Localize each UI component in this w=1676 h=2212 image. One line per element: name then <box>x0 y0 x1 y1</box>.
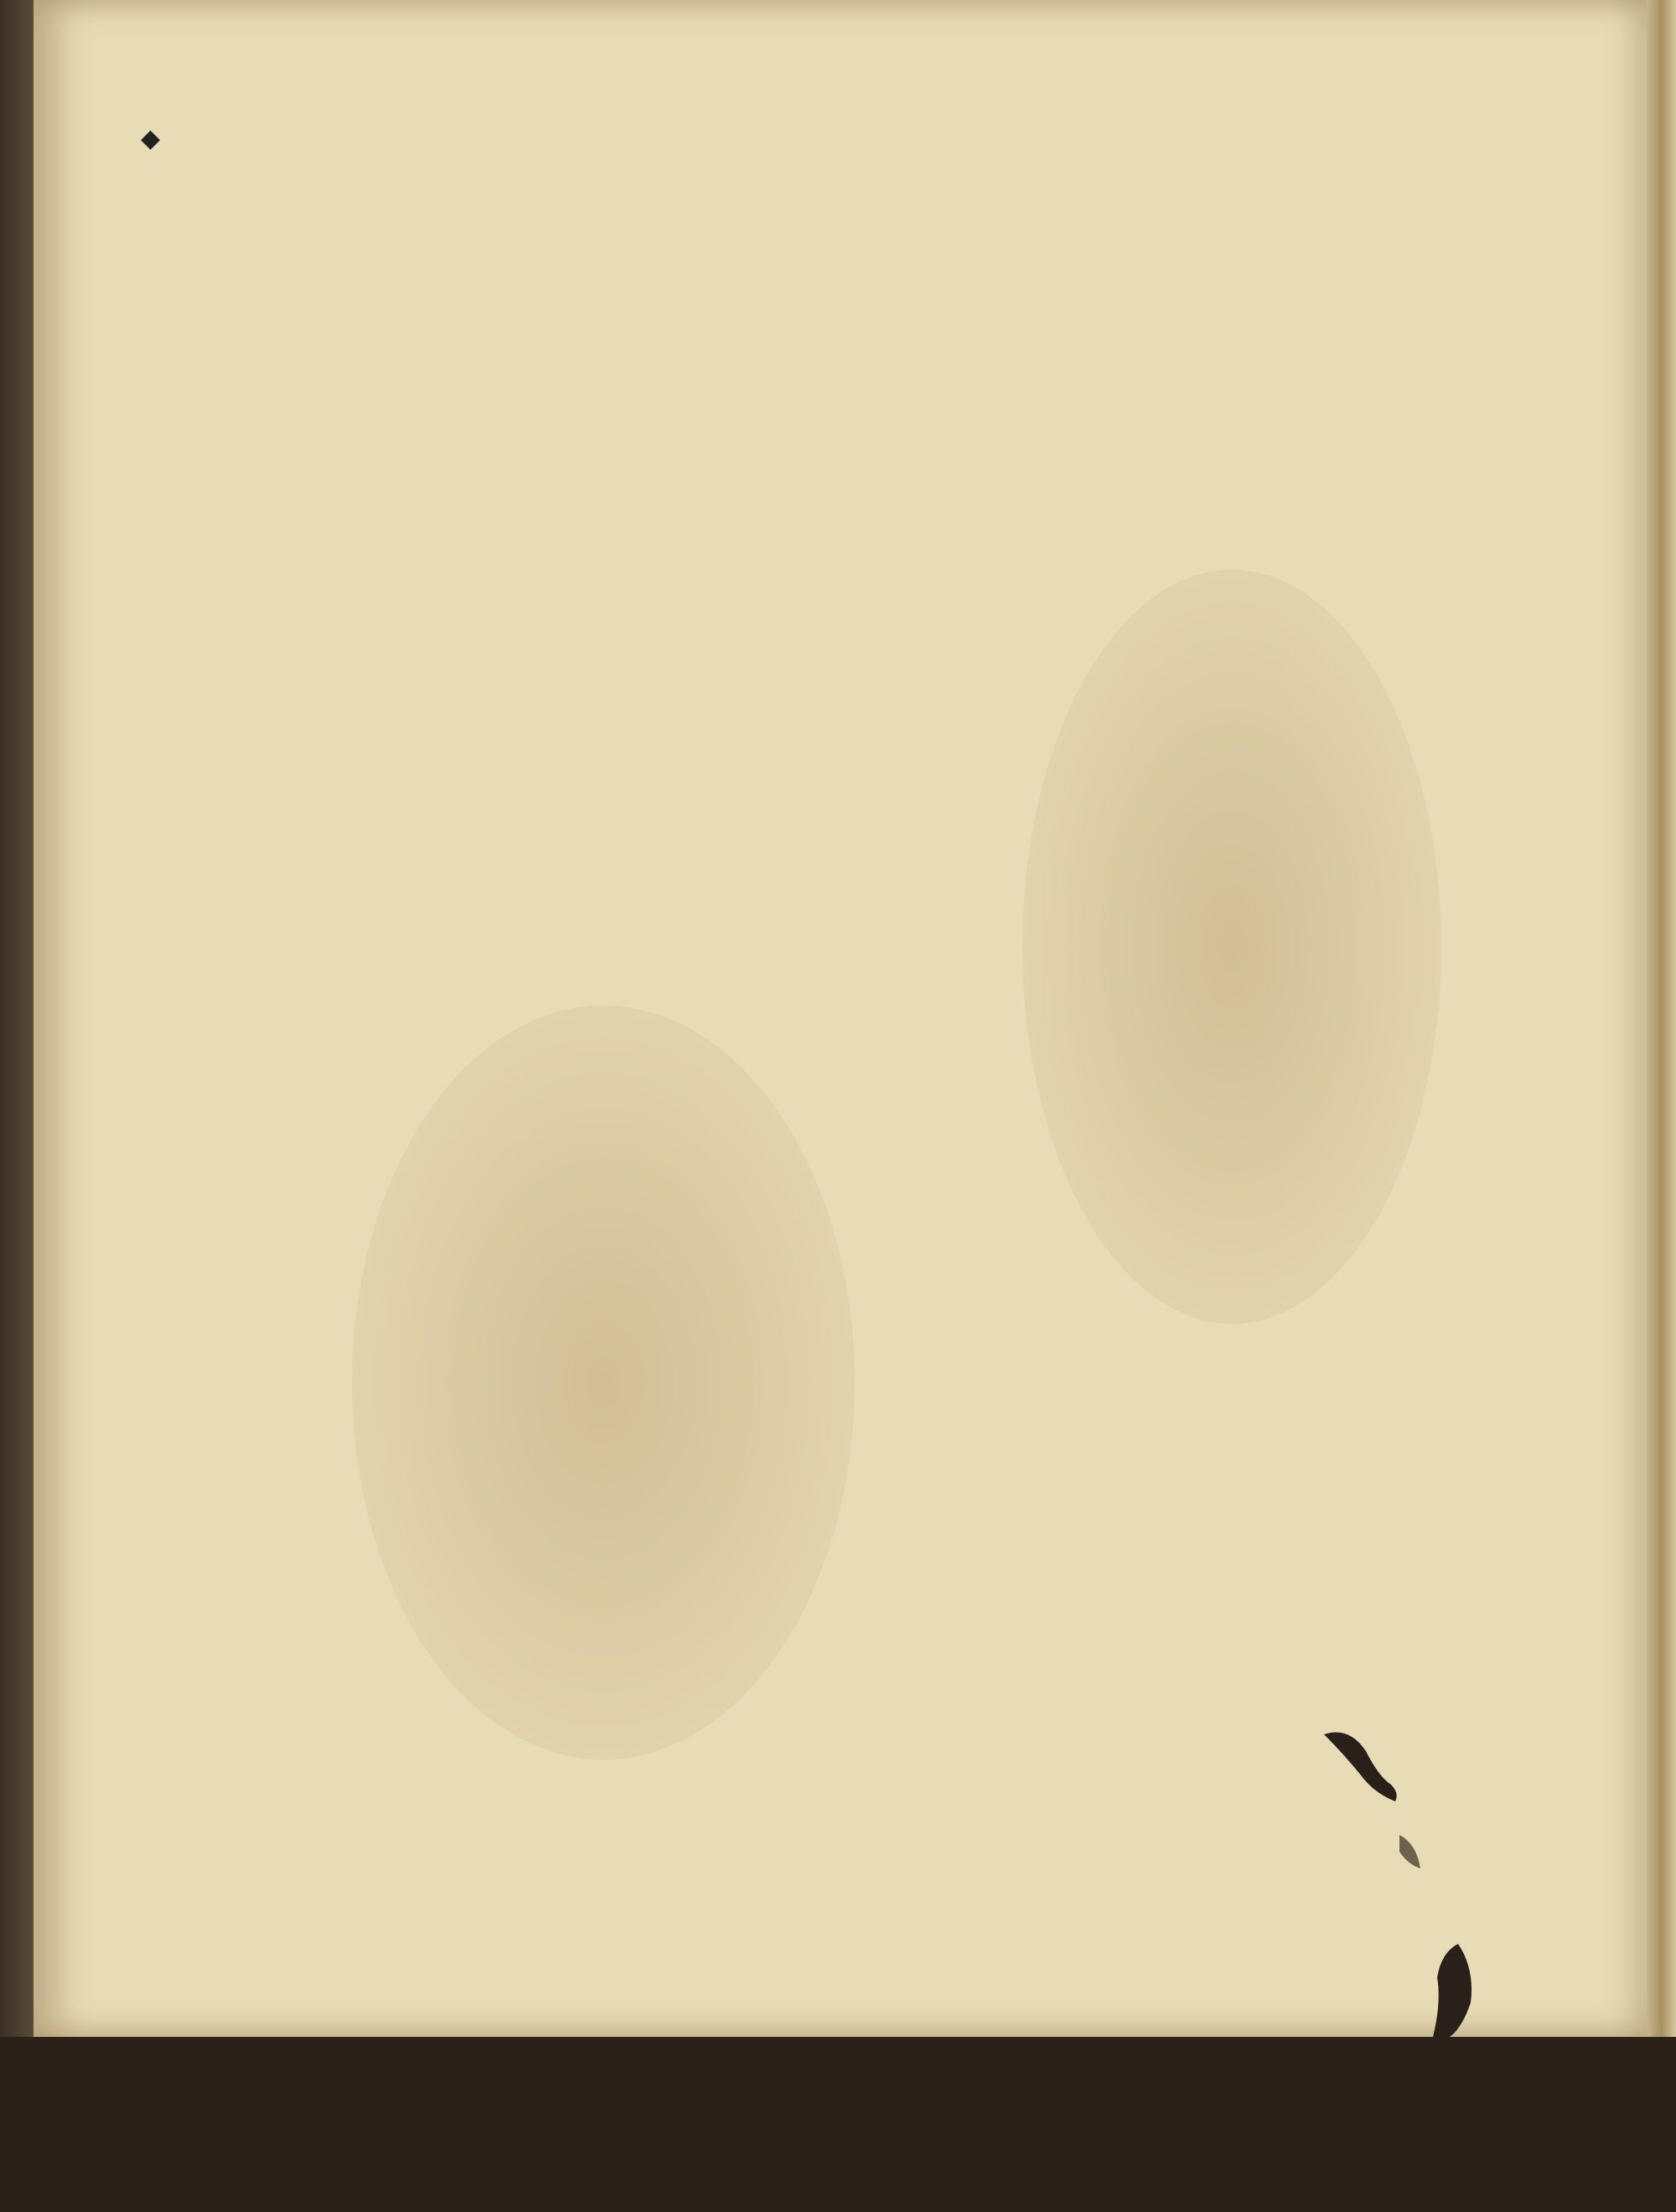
book-edge-left <box>0 0 34 2037</box>
ink-stain-icon <box>1316 1718 1483 2037</box>
margin-mark-icon: ◆ <box>141 124 161 153</box>
ink-blot-icon <box>1316 2128 1399 2212</box>
book-gutter <box>1647 0 1676 2037</box>
running-head-left <box>369 74 721 149</box>
running-head-right <box>907 74 1359 149</box>
